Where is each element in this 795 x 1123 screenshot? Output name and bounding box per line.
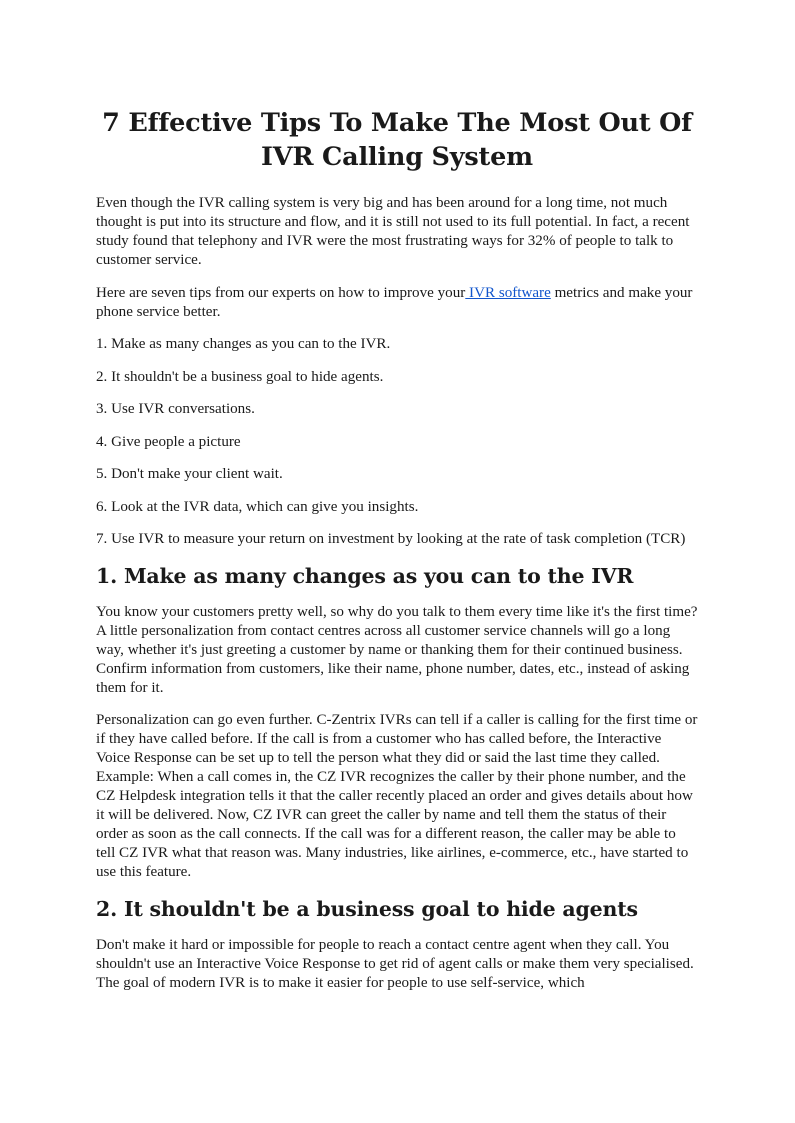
section-1-paragraph-1: You know your customers pretty well, so why do you talk to them every time like it's the first time? A little personalization from contact centres across all customer service channels will go a long way, whether it's just greeting a customer by name or thanking them for their continued business. Confirm information from customers, like their name, phone number, dates, etc., instead of asking them for it.	[96, 603, 698, 696]
tip-list-item-4: 4. Give people a picture	[96, 433, 241, 450]
intro-paragraph: Even though the IVR calling system is very big and has been around for a long time, not much thought is put into its structure and flow, and it is still not used to its full potential. In fact, a recent study found that telephony and IVR were the most frustrating ways for 32% of people to talk to customer service.	[96, 195, 690, 268]
tip-list-item-2: 2. It shouldn't be a business goal to hide agents.	[96, 368, 384, 385]
document-title-line-2: IVR Calling System	[261, 142, 533, 172]
tip-list-item-7: 7. Use IVR to measure your return on investment by looking at the rate of task completion (TCR)	[96, 531, 686, 547]
document-title-line-1: 7 Effective Tips To Make The Most Out Of	[102, 108, 692, 138]
section-1-heading: 1. Make as many changes as you can to the IVR	[96, 563, 634, 588]
section-1-paragraph-2: Personalization can go even further. C-Zentrix IVRs can tell if a caller is calling for the first time or if they have called before. If the call is from a customer who has called before, the Interactive Voice Response can be set up to tell the person what they did or said the last time they called. Example: When a call comes in, the CZ IVR recognizes the caller by their phone number, and the CZ Helpdesk integration tells it that the caller recently placed an order and gives details about how it will be delivered. Now, CZ IVR can greet the caller by name and tell them the status of their order as soon as the call connects. If the call was for a different reason, the caller may be able to tell CZ IVR what that reason was. Many industries, like airlines, e-commerce, etc., have started to use this feature.	[96, 712, 698, 880]
document-title	[96, 106, 698, 174]
tip-list-item-3: 3. Use IVR conversations.	[96, 401, 255, 417]
tip-list-item-1: 1. Make as many changes as you can to the IVR.	[96, 336, 391, 352]
section-2-heading: 2. It shouldn't be a business goal to hide agents	[96, 896, 638, 921]
tip-list-item-5: 5. Don't make your client wait.	[96, 466, 283, 482]
tips-intro-text-after: metrics and make your phone service better.	[96, 284, 693, 320]
ivr-software-link[interactable]: IVR software	[465, 284, 551, 301]
tips-intro-paragraph	[96, 284, 698, 322]
tips-intro-text-before: Here are seven tips from our experts on how to improve your	[96, 284, 466, 301]
tip-list-item-6: 6. Look at the IVR data, which can give you insights.	[96, 498, 419, 515]
section-2-paragraph-1: Don't make it hard or impossible for people to reach a contact centre agent when they call. You shouldn't use an Interactive Voice Response to get rid of agent calls or make them very specialised. The goal of modern IVR is to make it easier for people to use self-service, which	[96, 936, 694, 991]
